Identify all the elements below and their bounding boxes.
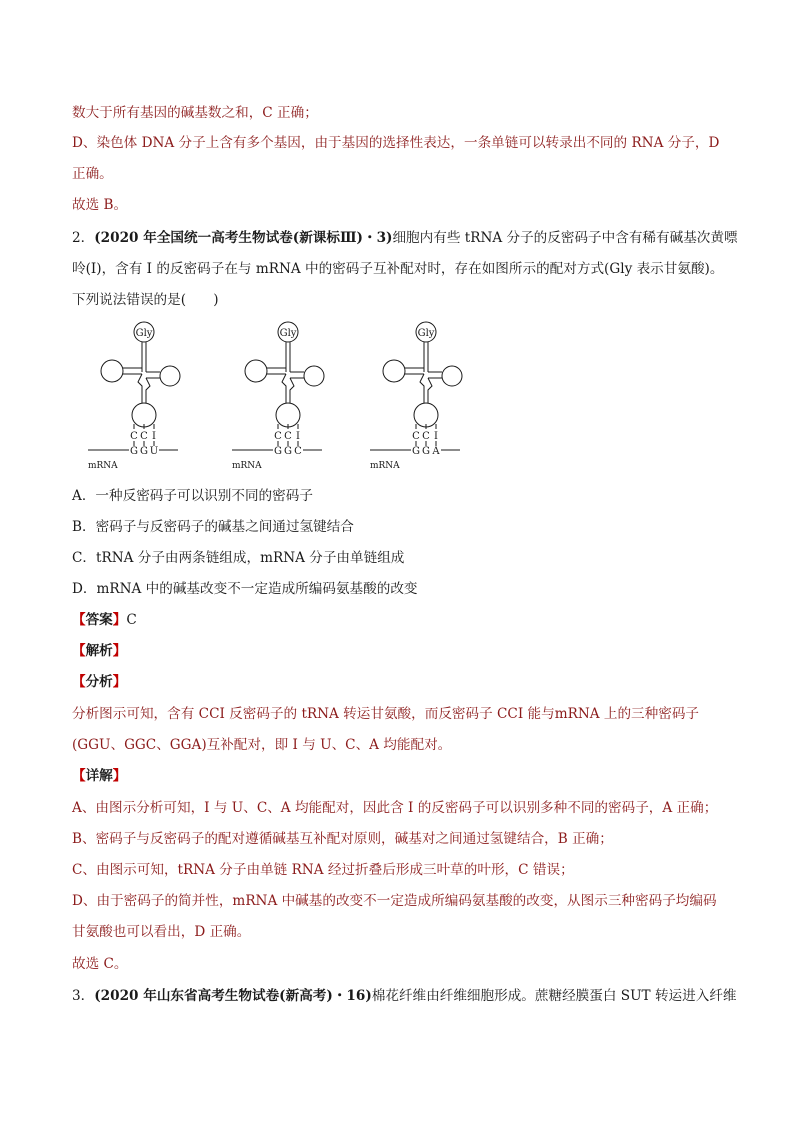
fenxi-heading: [72, 672, 126, 692]
question-2-stem-line-1: [72, 228, 738, 248]
detail-line: 故选 C。: [72, 956, 128, 972]
question-number: 3．: [72, 988, 95, 1004]
anticodon-base: I: [152, 431, 156, 442]
text-line: 数大于所有基因的碱基数之和，C 正确；: [72, 105, 318, 121]
center-junction: [138, 374, 142, 398]
question-number: 2．: [72, 230, 95, 246]
text-line: 故选 B。: [72, 197, 128, 213]
trna-molecule: [232, 322, 324, 471]
anticodon-base: C: [422, 431, 430, 442]
bracket-open: 【: [72, 768, 86, 784]
answer-value: C: [126, 612, 137, 628]
question-text: 细胞内有些 tRNA 分子的反密码子中含有稀有碱基次黄嘌: [392, 230, 738, 246]
answer-bracket-open: 【: [72, 612, 86, 628]
trna-pairing-diagram: [88, 316, 488, 476]
fenxi-label: 分析: [85, 674, 113, 690]
amino-acid-label: Gly: [417, 328, 435, 339]
text-line: D、染色体 DNA 分子上含有多个基因，由于基因的选择性表达，一条单链可以转录出不同的 RNA 分子，D: [72, 135, 720, 151]
question-source: (2020 年山东省高考生物试卷(新高考)・16): [94, 988, 372, 1004]
detail-line: 甘氨酸也可以看出，D 正确。: [72, 924, 251, 940]
detail-line: B、密码子与反密码子的配对遵循碱基互补配对原则，碱基对之间通过氢键结合，B 正确；: [72, 831, 613, 847]
trna-diagram-svg: [88, 316, 488, 476]
anticodon-base: C: [130, 431, 138, 442]
t-loop: [442, 366, 462, 386]
center-junction: [146, 378, 150, 398]
bracket-close: 】: [112, 643, 127, 659]
question-2-stem-line-3: 下列说法错误的是( ): [72, 292, 219, 308]
amino-acid-label: Gly: [135, 328, 153, 339]
anticodon-base: I: [296, 431, 300, 442]
anticodon-loop: [414, 403, 438, 427]
center-junction: [290, 378, 294, 398]
option-a: A．一种反密码子可以识别不同的密码子: [72, 488, 313, 504]
anticodon-base: I: [434, 431, 438, 442]
question-text: 棉花纤维由纤维细胞形成。蔗糖经膜蛋白 SUT 转运进入纤维: [371, 988, 737, 1004]
detail-line: A、由图示分析可知，I 与 U、C、A 均能配对，因此含 I 的反密码子可以识别多种不同的密码子，A 正确；: [72, 800, 718, 816]
detail-line: D、由于密码子的简并性，mRNA 中碱基的改变不一定造成所编码氨基酸的改变，从图示三种密码子均编码: [72, 893, 717, 909]
bracket-close: 】: [112, 768, 127, 784]
bracket-open: 【: [72, 643, 86, 659]
center-junction: [282, 374, 286, 398]
trna-figure-group: [88, 322, 462, 471]
anticodon-base: C: [274, 431, 282, 442]
mrna-label: mRNA: [370, 461, 400, 471]
question-source: (2020 年全国统一高考生物试卷(新课标Ⅲ)・3): [94, 230, 393, 246]
answer-bracket-close: 】: [112, 612, 127, 628]
t-loop: [160, 366, 180, 386]
d-loop: [245, 360, 267, 382]
codon-base: G: [422, 446, 430, 457]
answer-label: 答案: [85, 612, 113, 628]
anticodon-base: C: [140, 431, 148, 442]
codon-base: C: [294, 446, 302, 457]
t-loop: [304, 366, 324, 386]
anticodon-loop: [276, 403, 300, 427]
center-junction: [428, 378, 432, 398]
jiexi-heading: [72, 641, 126, 661]
codon-base: G: [274, 446, 282, 457]
d-loop: [101, 360, 123, 382]
d-loop: [383, 360, 405, 382]
anticodon-base: C: [412, 431, 420, 442]
option-b: B．密码子与反密码子的碱基之间通过氢键结合: [72, 519, 354, 535]
question-3-stem-line-1: [72, 986, 737, 1006]
codon-base: G: [140, 446, 148, 457]
analysis-line: 分析图示可知，含有 CCI 反密码子的 tRNA 转运甘氨酸，而反密码子 CCI 能与mRNA 上的三种密码子: [72, 706, 700, 722]
trna-molecule: [370, 322, 462, 471]
trna-molecule: [88, 322, 180, 471]
codon-base: G: [284, 446, 292, 457]
text-line: 正确。: [72, 166, 113, 182]
anticodon-loop: [132, 403, 156, 427]
question-2-stem-line-2: 呤(I)，含有 I 的反密码子在与 mRNA 中的密码子互补配对时，存在如图所示的配对方式(Gly 表示甘氨酸)。: [72, 261, 724, 277]
anticodon-base: C: [284, 431, 292, 442]
codon-base: G: [412, 446, 420, 457]
xiangjie-heading: [72, 766, 126, 786]
codon-base: U: [149, 446, 159, 457]
option-d: D．mRNA 中的碱基改变不一定造成所编码氨基酸的改变: [72, 581, 418, 597]
center-junction: [420, 374, 424, 398]
codon-base: G: [130, 446, 138, 457]
codon-base: A: [432, 446, 440, 457]
analysis-line: (GGU、GGC、GGA)互补配对，即 I 与 U、C、A 均能配对。: [72, 737, 452, 753]
mrna-label: mRNA: [232, 461, 262, 471]
bracket-close: 】: [112, 674, 127, 690]
answer-line: [72, 610, 137, 630]
jiexi-label: 解析: [85, 643, 113, 659]
xiangjie-label: 详解: [85, 768, 113, 784]
bracket-open: 【: [72, 674, 86, 690]
amino-acid-label: Gly: [279, 328, 297, 339]
detail-line: C、由图示可知，tRNA 分子由单链 RNA 经过折叠后形成三叶草的叶形，C 错误；: [72, 862, 574, 878]
mrna-label: mRNA: [88, 461, 118, 471]
option-c: C．tRNA 分子由两条链组成，mRNA 分子由单链组成: [72, 550, 405, 566]
